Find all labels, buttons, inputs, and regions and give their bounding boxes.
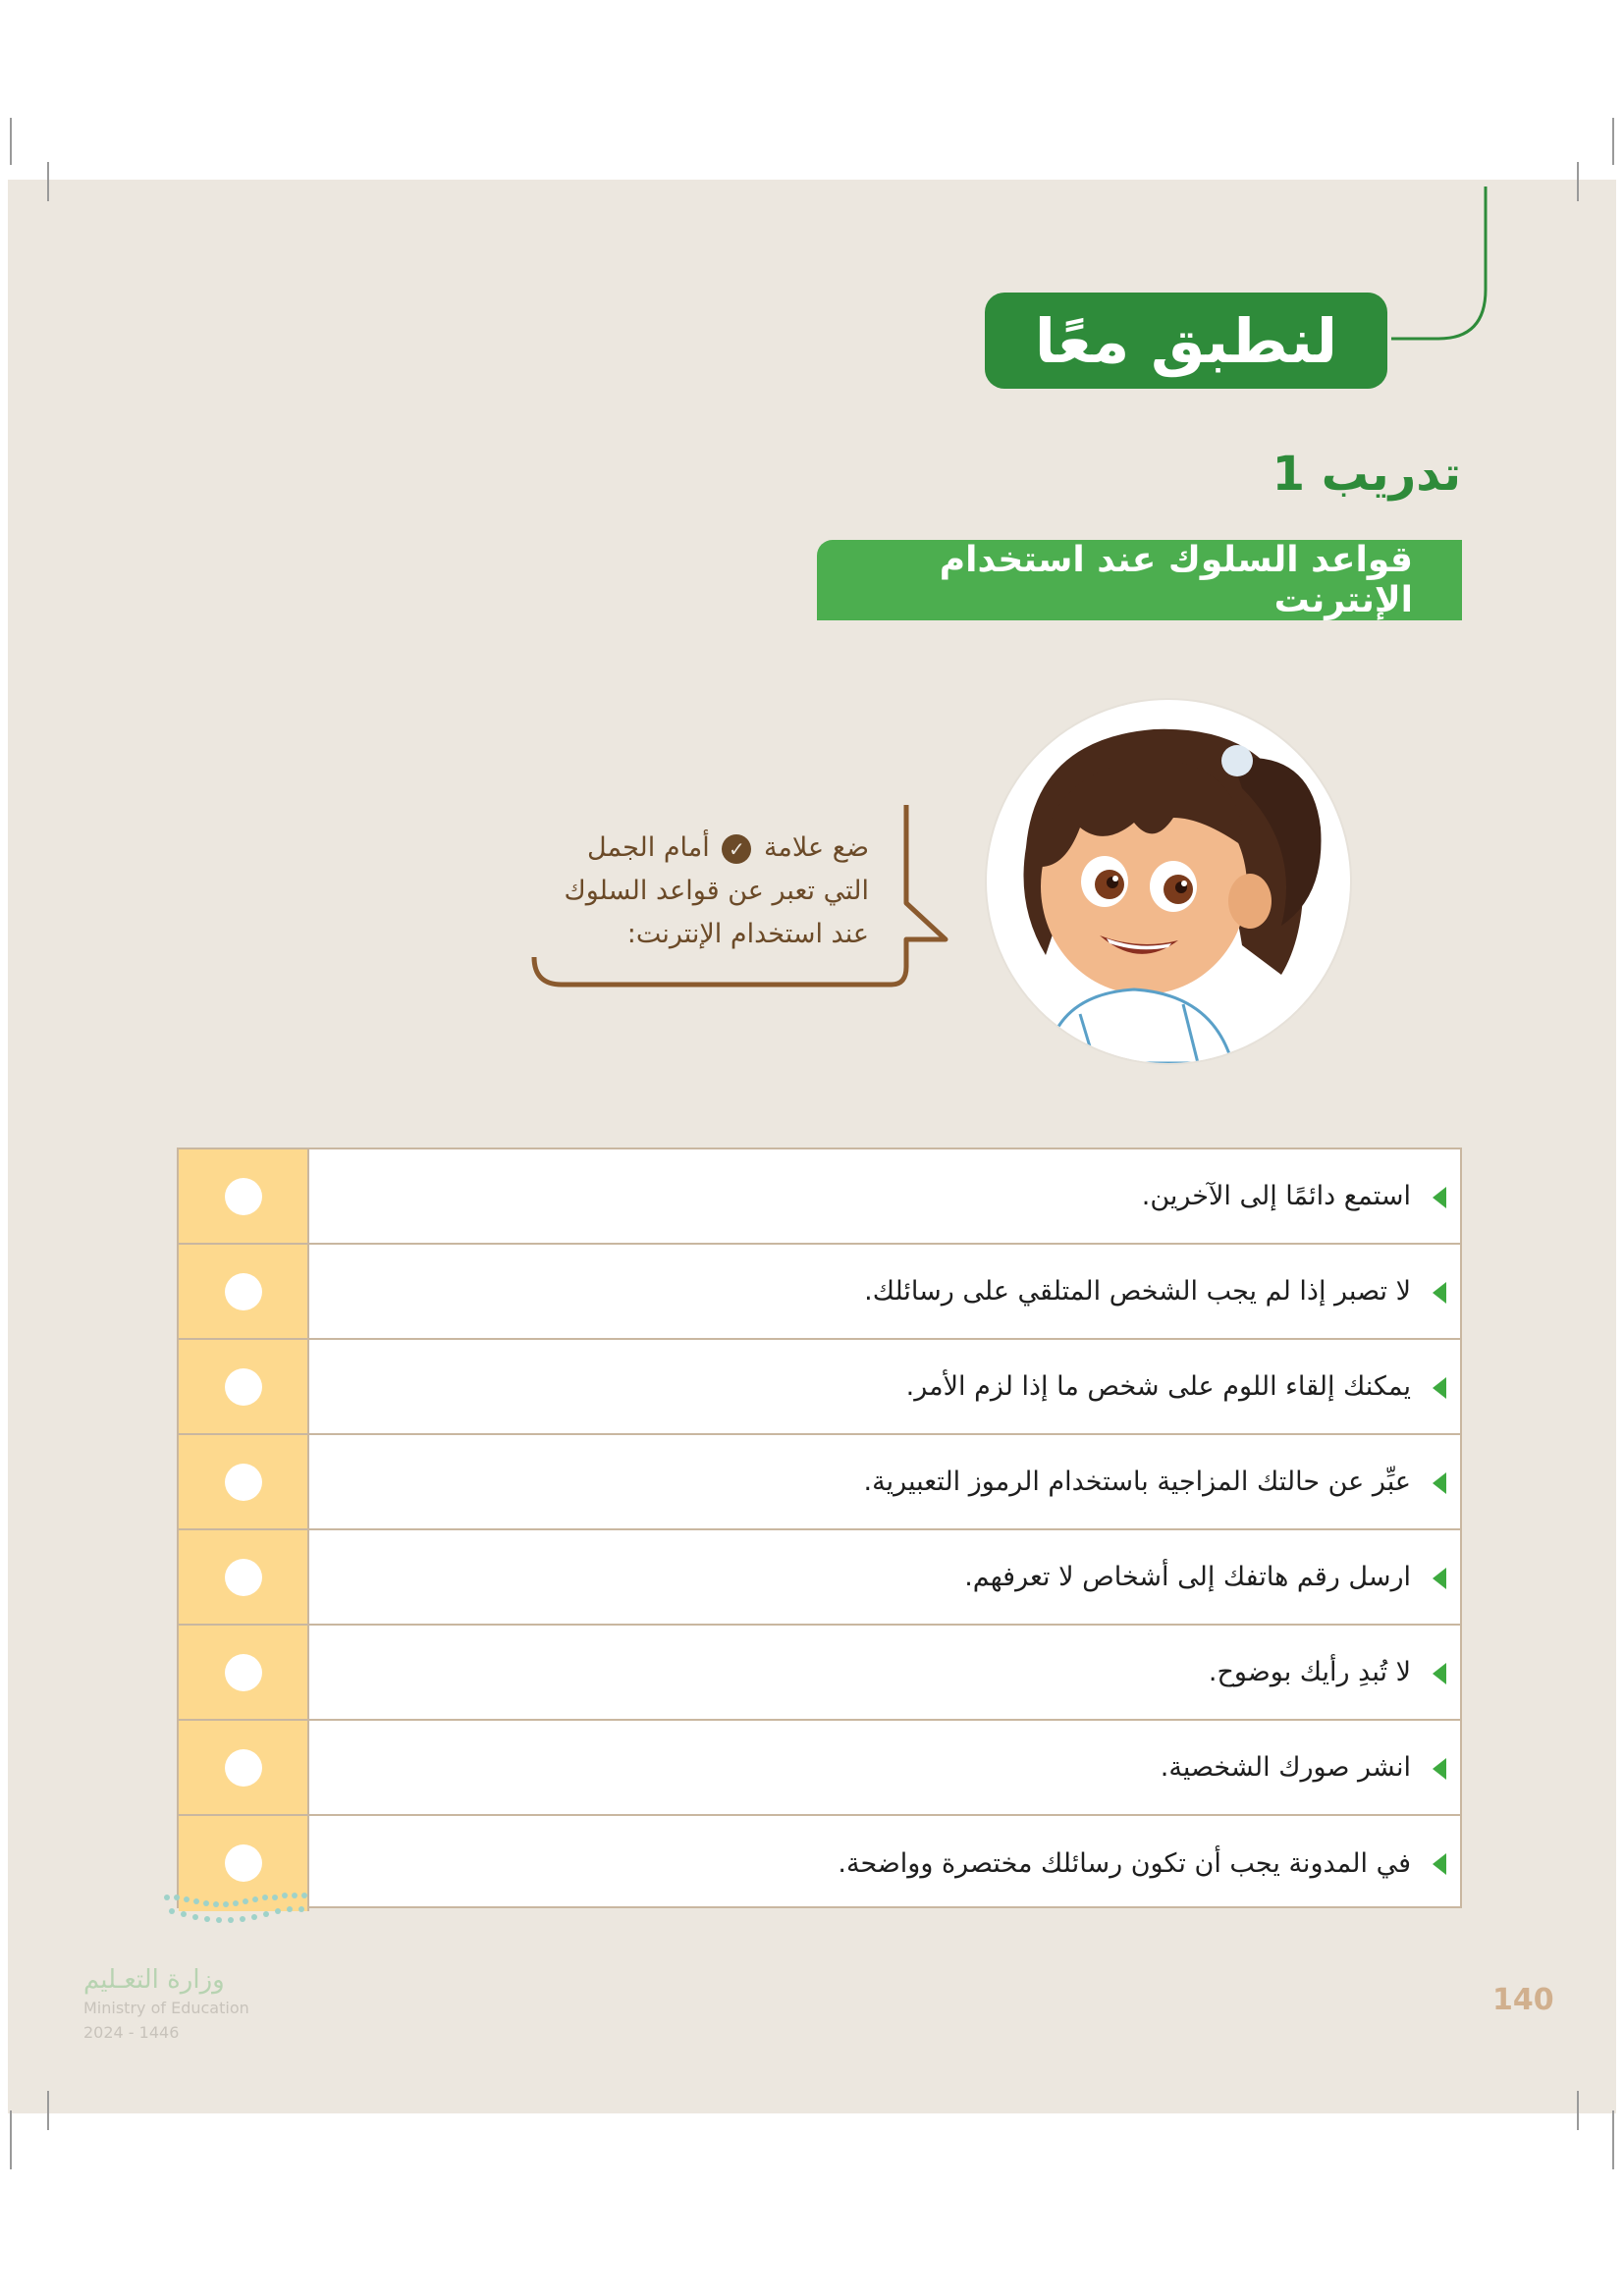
- checklist-table: [177, 1148, 1462, 1908]
- ministry-logo: [83, 1965, 280, 2042]
- check-circle[interactable]: [225, 1654, 262, 1691]
- crop-mark: [1577, 2091, 1579, 2130]
- exercise-title: تدريب 1: [1272, 447, 1461, 502]
- statement-text: يمكنك إلقاء اللوم على شخص ما إذا لزم الأمر.: [905, 1371, 1411, 1402]
- checkbox-cell: [179, 1626, 309, 1719]
- statement-text: ارسل رقم هاتفك إلى أشخاص لا تعرفهم.: [964, 1562, 1411, 1592]
- header-badge: [985, 293, 1387, 389]
- section-title-bar: [817, 540, 1462, 620]
- bullet-icon: [1433, 1282, 1446, 1304]
- crop-mark: [1612, 2110, 1614, 2169]
- check-circle[interactable]: [225, 1178, 262, 1215]
- bullet-icon: [1433, 1853, 1446, 1875]
- bullet-icon: [1433, 1377, 1446, 1399]
- crop-mark: [47, 162, 49, 201]
- bullet-icon: [1433, 1472, 1446, 1494]
- ministry-logo-dots: [162, 1890, 319, 1939]
- check-circle[interactable]: [225, 1559, 262, 1596]
- bullet-icon: [1433, 1663, 1446, 1684]
- crop-mark: [10, 118, 12, 165]
- bullet-icon: [1433, 1758, 1446, 1780]
- instruction-part-2: أمام الجمل التي تعبر عن قواعد السلوك عند استخدام الإنترنت:: [564, 832, 869, 949]
- student-avatar: [987, 700, 1350, 1063]
- checkbox-cell: [179, 1721, 309, 1814]
- crop-mark: [1612, 118, 1614, 165]
- check-circle[interactable]: [225, 1464, 262, 1501]
- statement-text: في المدونة يجب أن تكون رسائلك مختصرة وواضحة.: [838, 1848, 1411, 1879]
- header-connector-line: [1380, 182, 1497, 358]
- checklist-row: [179, 1340, 1460, 1435]
- bullet-icon: [1433, 1187, 1446, 1208]
- check-circle[interactable]: [225, 1273, 262, 1310]
- checkbox-cell: [179, 1435, 309, 1528]
- checklist-row: [179, 1816, 1460, 1911]
- checklist-row: [179, 1626, 1460, 1721]
- check-circle[interactable]: [225, 1368, 262, 1406]
- section-title: قواعد السلوك عند استخدام الإنترنت: [939, 540, 1413, 620]
- checkbox-cell: [179, 1340, 309, 1433]
- bullet-icon: [1433, 1568, 1446, 1589]
- check-circle[interactable]: [225, 1844, 262, 1882]
- instruction-text: [550, 827, 869, 956]
- checklist-row: [179, 1245, 1460, 1340]
- crop-mark: [1577, 162, 1579, 201]
- check-mark-icon: ✓: [722, 834, 751, 864]
- crop-mark: [10, 2110, 12, 2169]
- check-circle[interactable]: [225, 1749, 262, 1787]
- statement-text: انشر صورك الشخصية.: [1160, 1752, 1411, 1783]
- statement-text: لا تصبر إذا لم يجب الشخص المتلقي على رسائلك.: [864, 1276, 1411, 1307]
- checklist-row: [179, 1149, 1460, 1245]
- ministry-name-english: Ministry of Education: [83, 1999, 249, 2017]
- page-number: 140: [1492, 1983, 1554, 2017]
- statement-text: لا تُبدِ رأيك بوضوح.: [1208, 1657, 1411, 1687]
- checkbox-cell: [179, 1530, 309, 1624]
- statement-text: استمع دائمًا إلى الآخرين.: [1141, 1181, 1411, 1211]
- academic-year: 2024 - 1446: [83, 2023, 180, 2042]
- ministry-name-arabic: وزارة التعـليم: [83, 1965, 225, 1995]
- checklist-row: [179, 1530, 1460, 1626]
- statement-text: عبِّر عن حالتك المزاجية باستخدام الرموز التعبيرية.: [863, 1467, 1411, 1497]
- crop-mark: [47, 2091, 49, 2130]
- checkbox-cell: [179, 1149, 309, 1243]
- girl-character-illustration: [987, 700, 1350, 1063]
- checkbox-cell: [179, 1245, 309, 1338]
- checklist-row: [179, 1721, 1460, 1816]
- header-badge-label: لنطبق معًا: [1034, 304, 1338, 377]
- instruction-part-1: ضع علامة: [763, 832, 869, 863]
- checklist-row: [179, 1435, 1460, 1530]
